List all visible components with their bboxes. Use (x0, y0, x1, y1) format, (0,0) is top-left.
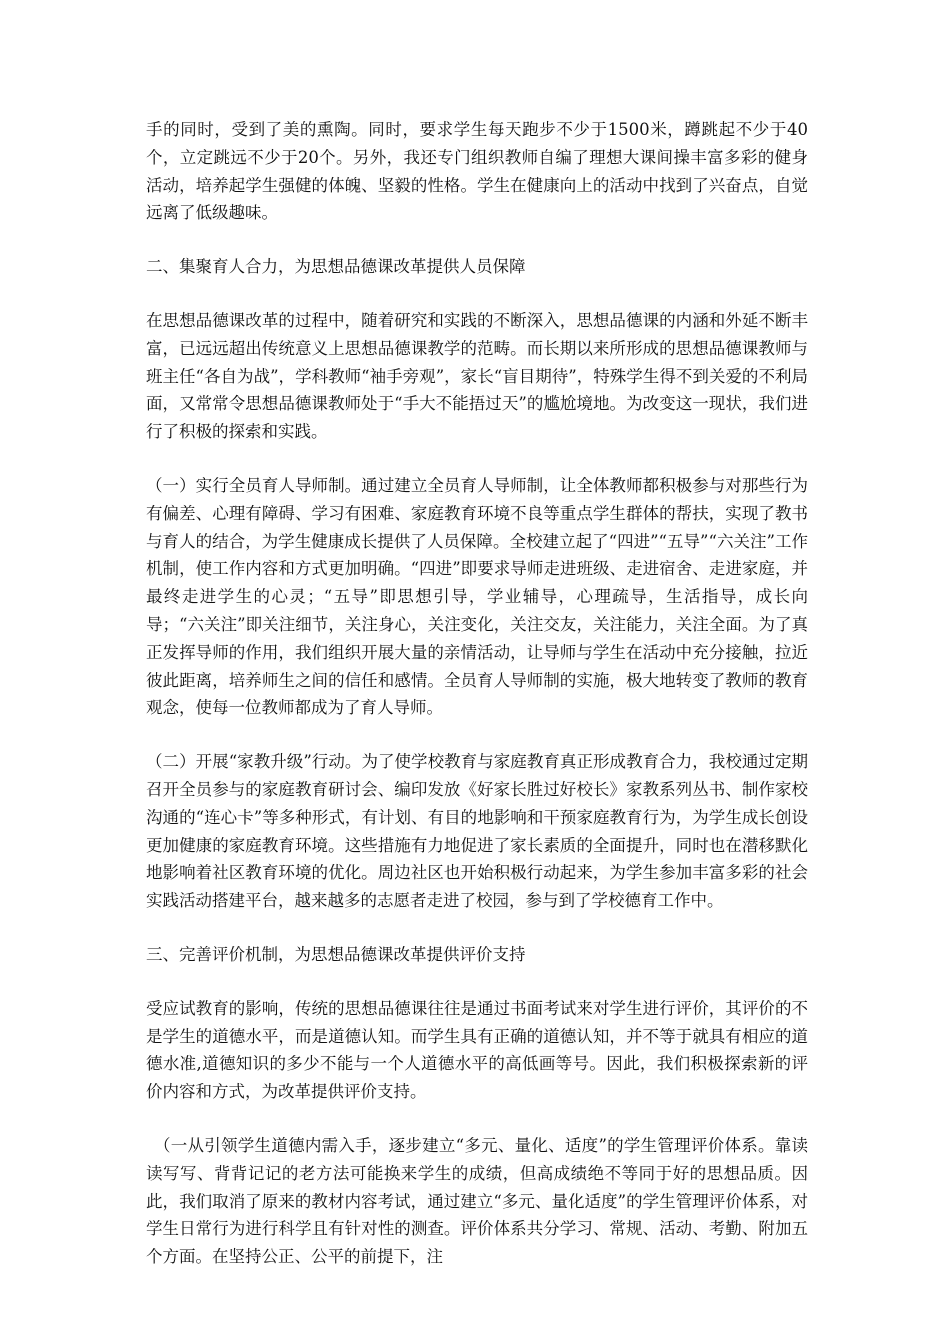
document-page (146, 116, 808, 1297)
section-heading-two: 二、集聚育人合力，为思想品德课改革提供人员保障 (146, 257, 526, 277)
paragraph-section-three-intro: 受应试教育的影响，传统的思想品德课往往是通过书面考试来对学生进行评价，其评价的不是学生的道德水平，而是道德认知。而学生具有正确的道德认知，并不等于就具有相应的道德水准,道德知识的多少不能与一个人道德水平的高低画等号。因此，我们积极探索新的评价内容和方式，为改革提供评价支持。 (146, 998, 808, 1102)
section-heading-three: 三、完善评价机制，为思想品德课改革提供评价支持 (146, 944, 526, 964)
paragraph-family-education: （二）开展“家教升级”行动。为了使学校教育与家庭教育真正形成教育合力，我校通过定期召开全员参与的家庭教育研讨会、编印发放《好家长胜过好校长》家教系列丛书、制作家校沟通的“连心卡”等多种形式，有计划、有目的地影响和干预家庭教育行为，为学生成长创设更加健康的家庭教育环境。这些措施有力地促进了家长素质的全面提升，同时也在潜移默化地影响着社区教育环境的优化。周边社区也开始积极行动起来，为学生参加丰富多彩的社会实践活动搭建平台，越来越多的志愿者走进了校园，参与到了学校德育工作中。 (146, 752, 808, 911)
paragraph-section-two-intro: 在思想品德课改革的过程中，随着研究和实践的不断深入，思想品德课的内涵和外延不断丰富，已远远超出传统意义上思想品德课教学的范畴。而长期以来所形成的思想品德课教师与班主任“各自为战”，学科教师“袖手旁观”，家长“盲目期待”，特殊学生得不到关爱的不利局面，又常常令思想品德课教师处于“手大不能捂过天”的尴尬境地。为改变这一现状，我们进行了积极的探索和实践。 (146, 310, 808, 442)
paragraph-evaluation-system: （一从引领学生道德内需入手，逐步建立“多元、量化、适度”的学生管理评价体系。靠读读写写、背背记记的老方法可能换来学生的成绩，但高成绩绝不等同于好的思想品质。因此，我们取消了原来的教材内容考试，通过建立“多元、量化适度”的学生管理评价体系，对学生日常行为进行科学且有针对性的测查。评价体系共分学习、常规、活动、考勤、附加五个方面。在坚持公正、公平的前提下，注 (146, 1135, 808, 1267)
paragraph-mentor-system: （一）实行全员育人导师制。通过建立全员育人导师制，让全体教师都积极参与对那些行为有偏差、心理有障碍、学习有困难、家庭教育环境不良等重点学生群体的帮扶，实现了教书与育人的结合，为学生健康成长提供了人员保障。全校建立起了“四进”“五导”“六关注”工作机制，使工作内容和方式更加明确。“四进”即要求导师走进班级、走进宿舍、走进家庭，并最终走进学生的心灵；“五导”即思想引导，学业辅导，心理疏导，生活指导，成长向导；“六关注”即关注细节，关注身心，关注变化，关注交友，关注能力，关注全面。为了真正发挥导师的作用，我们组织开展大量的亲情活动，让导师与学生在活动中充分接触，拉近彼此距离，培养师生之间的信任和感情。全员育人导师制的实施，极大地转变了教师的教育观念，使每一位教师都成为了育人导师。 (146, 475, 808, 718)
paragraph-intro-continuation: 手的同时，受到了美的熏陶。同时，要求学生每天跑步不少于1500米，蹲跳起不少于40个，立定跳远不少于20个。另外，我还专门组织教师自编了理想大课间操丰富多彩的健身活动，培养起学生强健的体魄、坚毅的性格。学生在健康向上的活动中找到了兴奋点，自觉远离了低级趣味。 (146, 120, 808, 223)
